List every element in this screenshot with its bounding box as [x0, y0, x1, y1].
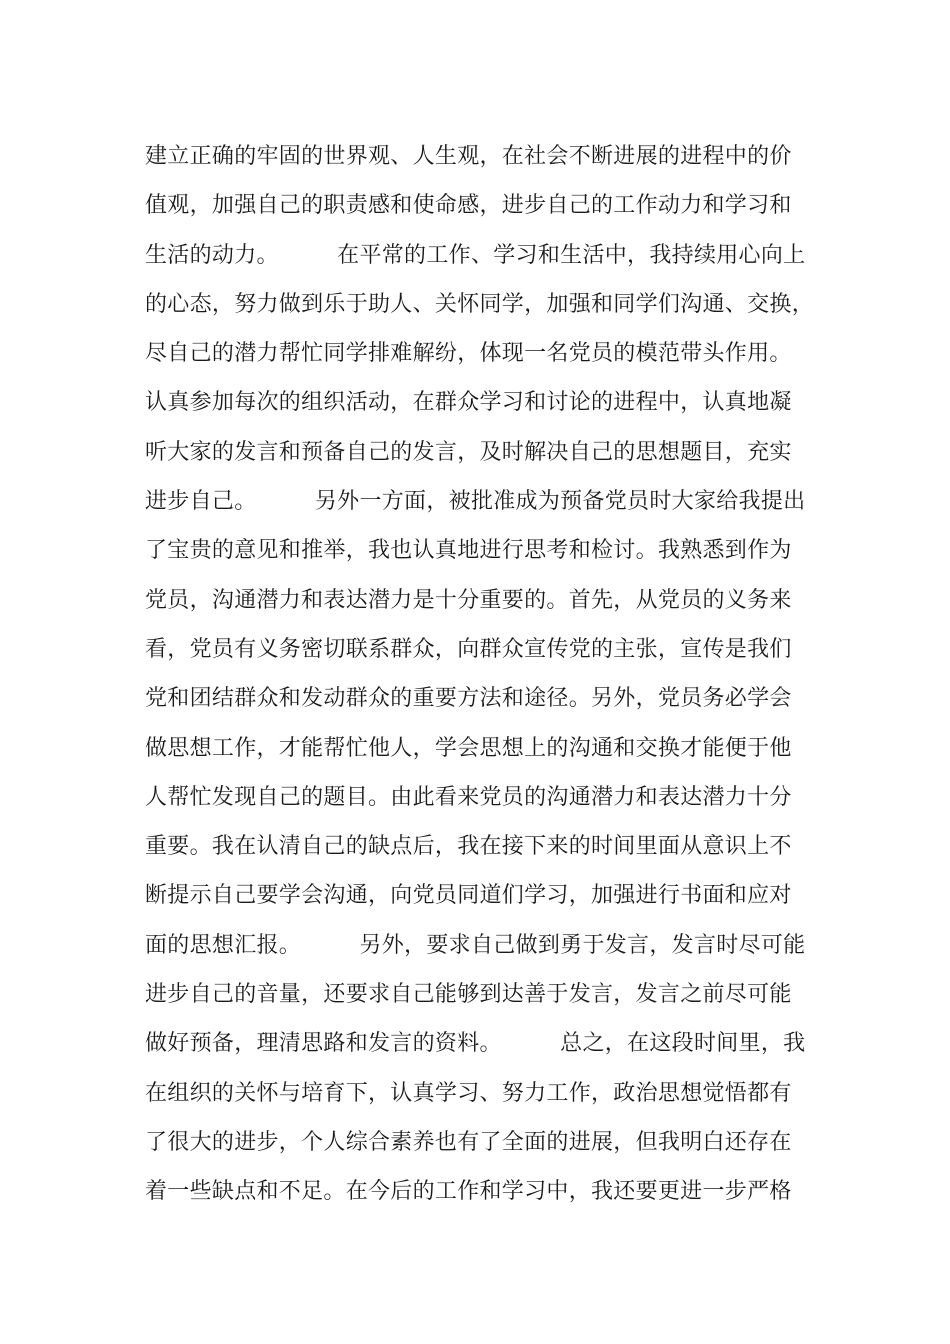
text-line: 着一些缺点和不足。在今后的工作和学习中，我还要更进一步严格: [145, 1179, 792, 1205]
text-line: 人帮忙发现自己的题目。由此看来党员的沟通潜力和表达潜力十分: [145, 784, 792, 810]
text-line: 做好预备，理清思路和发言的资料。 总之，在这段时间里，我: [145, 1031, 806, 1057]
text-line: 认真参加每次的组织活动，在群众学习和讨论的进程中，认真地凝: [145, 390, 792, 416]
text-line: 建立正确的牢固的世界观、人生观，在社会不断进展的进程中的价: [145, 144, 792, 169]
text-line: 断提示自己要学会沟通，向党员同道们学习，加强进行书面和应对: [145, 883, 792, 909]
body-text: [145, 132, 835, 1217]
text-line: 面的思想汇报。 另外，要求自己做到勇于发言，发言时尽可能: [145, 932, 806, 958]
text-line: 值观，加强自己的职责感和使命感，进步自己的工作动力和学习和: [145, 193, 792, 219]
text-line: 听大家的发言和预备自己的发言，及时解决自己的思想题目，充实: [145, 439, 792, 465]
text-line: 生活的动力。 在平常的工作、学习和生活中，我持续用心向上: [145, 242, 806, 268]
text-line: 做思想工作，才能帮忙他人，学会思想上的沟通和交换才能便于他: [145, 735, 792, 761]
text-line: 看，党员有义务密切联系群众，向群众宣传党的主张，宣传是我们: [145, 636, 792, 662]
text-line: 尽自己的潜力帮忙同学排难解纷，体现一名党员的模范带头作用。: [145, 341, 792, 367]
text-line: 党和团结群众和发动群众的重要方法和途径。另外，党员务必学会: [145, 686, 792, 712]
text-line: 进步自己。 另外一方面，被批准成为预备党员时大家给我提出: [145, 489, 806, 515]
text-line: 党员，沟通潜力和表达潜力是十分重要的。首先，从党员的义务来: [145, 587, 792, 613]
text-line: 在组织的关怀与培育下，认真学习、努力工作，政治思想觉悟都有: [145, 1080, 792, 1106]
text-line: 重要。我在认清自己的缺点后，我在接下来的时间里面从意识上不: [145, 834, 792, 860]
text-line: 了很大的进步，个人综合素养也有了全面的进展，但我明白还存在: [145, 1129, 792, 1155]
text-line: 的心态，努力做到乐于助人、关怀同学，加强和同学们沟通、交换，: [145, 291, 815, 317]
text-line: 了宝贵的意见和推举，我也认真地进行思考和检讨。我熟悉到作为: [145, 538, 792, 564]
text-line: 进步自己的音量，还要求自己能够到达善于发言，发言之前尽可能: [145, 982, 792, 1008]
